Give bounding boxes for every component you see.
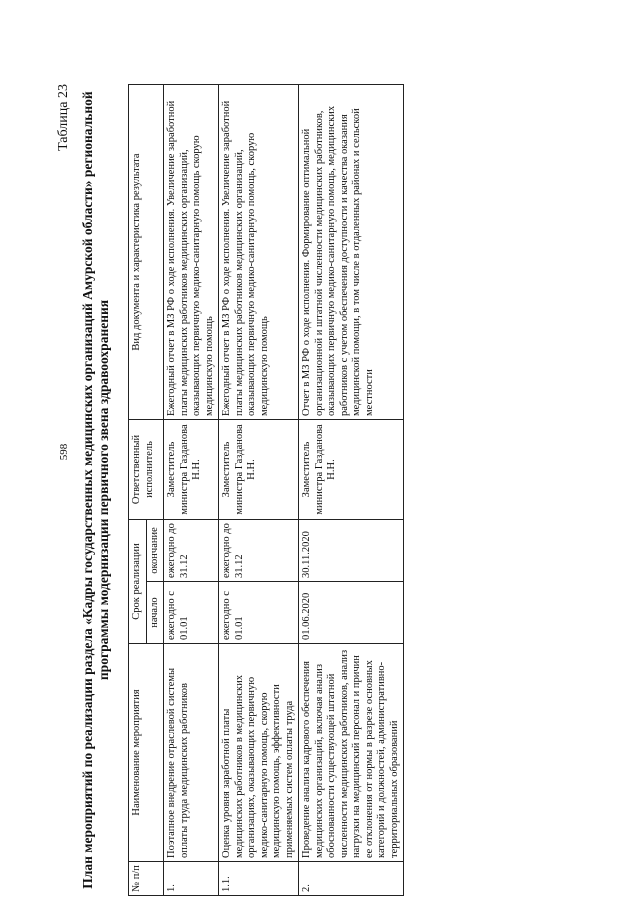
cell-doc: Ежегодный отчет в МЗ РФ о ходе исполнения. Увеличение заработной платы медицинских работников медицинских организаций, оказывающих первичную медико-санитарную помощь скорую медицинскую помощь (164, 85, 219, 420)
measures-table (128, 84, 404, 896)
header-num: № п/п (129, 862, 164, 896)
cell-num: 2. (299, 862, 404, 896)
cell-doc: Ежегодный отчет в МЗ РФ о ходе исполнения. Увеличение заработной платы медицинских работников медицинских организаций, оказывающих первичную медико-санитарную помощь, скорую медицинскую помощь (219, 85, 299, 420)
header-responsible: Ответственный исполнитель (129, 419, 164, 519)
table-row (164, 85, 219, 896)
cell-responsible: Заместитель министра Газданова Н.Н. (164, 419, 219, 519)
cell-start: ежегодно с 01.01 (219, 582, 299, 644)
cell-num: 1. (164, 862, 219, 896)
table-label: Таблица 23 (56, 84, 71, 151)
cell-start: 01.06.2020 (299, 582, 404, 644)
table-title: План мероприятий по реализации раздела «Кадры государственных медицинских организаций Амурской области» региональной программы модернизации первичного звена здравоохранения (80, 91, 111, 889)
cell-responsible: Заместитель министра Газданова Н.Н. (299, 419, 404, 519)
header-doc: Вид документа и характеристика результата (129, 85, 164, 420)
cell-name: Поэтапное внедрение отраслевой системы оплаты труда медицинских работников (164, 644, 219, 862)
cell-end: ежегодно до 31.12 (164, 519, 219, 581)
header-name: Наименование мероприятия (129, 644, 164, 862)
header-period: Срок реализации (129, 519, 147, 643)
table-row (219, 85, 299, 896)
header-start: начало (146, 582, 164, 644)
table-row (299, 85, 404, 896)
cell-responsible: Заместитель министра Газданова Н.Н. (219, 419, 299, 519)
cell-end: 30.11.2020 (299, 519, 404, 581)
cell-end: ежегодно до 31.12 (219, 519, 299, 581)
header-end: окончание (146, 519, 164, 581)
rotated-table-sheet (50, 70, 570, 910)
cell-name: Проведение анализа кадрового обеспечения медицинских организаций, включая анализ обоснованности существующей штатной численности медицинских работников, анализ нагрузки на медицинский персонал и причин ее отклонения от нормы в разрезе основных категорий и должностей, административно-территориальных образований (299, 644, 404, 862)
cell-start: ежегодно с 01.01 (164, 582, 219, 644)
page-number: 598 (58, 443, 70, 461)
cell-doc: Отчет в МЗ РФ о ходе исполнения. Формирование оптимальной организационной и штатной численности медицинских работников, оказывающих первичную медико-санитарную помощь, медицинских работников с учетом обеспечения доступности и качества оказания медицинской помощи, в том числе в отдаленных районах и сельской местности (299, 85, 404, 420)
cell-name: Оценка уровня заработной платы медицинских работников в медицинских организациях, оказывающих первичную медико-санитарную помощь, скорую медицинскую помощь, эффективности применяемых систем оплаты труда (219, 644, 299, 862)
cell-num: 1.1. (219, 862, 299, 896)
